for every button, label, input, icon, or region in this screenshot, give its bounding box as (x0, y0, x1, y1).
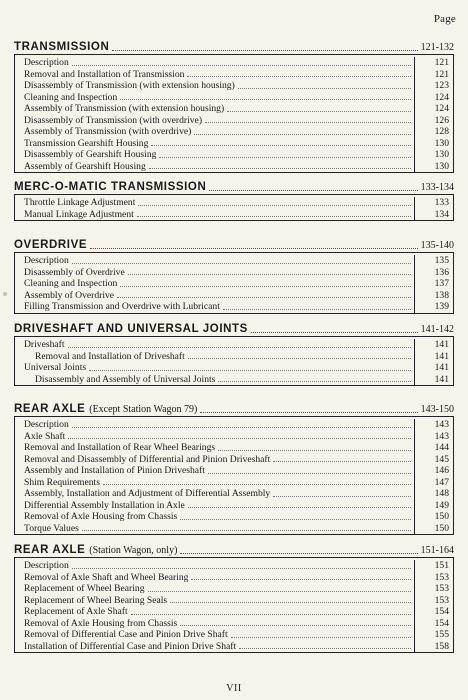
section-title-text: MERC-O-MATIC TRANSMISSION (14, 181, 207, 193)
section-note: (Station Wagon, only) (89, 545, 178, 556)
section-page-range: 151-164 (420, 545, 454, 556)
entry-label: Assembly of Transmission (with overdrive) (24, 126, 192, 137)
section-dot-leader (180, 552, 417, 554)
section-heading (14, 40, 454, 55)
toc-entry[interactable] (15, 80, 453, 92)
dot-leader (273, 495, 411, 497)
entry-page: 141 (414, 339, 453, 351)
entry-label: Manual Linkage Adjustment (24, 208, 134, 220)
dot-leader (148, 590, 412, 592)
section-heading (14, 322, 454, 337)
section-note: (Except Station Wagon 79) (89, 404, 198, 415)
section-heading (14, 180, 454, 195)
dot-leader (131, 613, 411, 615)
entry-label: Cleaning and Inspection (24, 278, 118, 289)
entry-label: Universal Joints (24, 362, 87, 373)
dot-leader (180, 624, 411, 626)
toc-entry[interactable] (15, 500, 453, 512)
entry-label: Assembly of Overdrive (24, 289, 115, 301)
toc-entry[interactable] (15, 149, 453, 161)
entry-label: Disassembly of Transmission (with extension housing) (24, 80, 235, 91)
entry-list (14, 55, 454, 173)
entry-label: Shim Requirements (24, 476, 100, 488)
section-heading (14, 238, 454, 253)
toc-entry[interactable] (15, 560, 453, 572)
entry-page: 154 (414, 618, 453, 630)
entry-list (14, 253, 454, 314)
dot-leader (180, 518, 411, 520)
dot-leader (273, 460, 411, 462)
dot-leader (188, 506, 411, 508)
entry-label: Assembly of Gearshift Housing (24, 160, 146, 172)
section-page-range: 141-142 (420, 324, 454, 335)
section-page-range: 133-134 (420, 182, 454, 193)
entry-page: 130 (414, 161, 453, 173)
entry-page: 148 (414, 488, 453, 500)
toc-entry[interactable] (15, 374, 453, 386)
dot-leader (68, 437, 411, 439)
entry-label: Disassembly and Assembly of Universal Joints (35, 373, 216, 385)
dot-leader (68, 346, 412, 348)
dot-leader (128, 273, 411, 275)
section-title (14, 403, 197, 415)
entry-label: Description (24, 560, 69, 571)
entry-label: Assembly, Installation and Adjustment of Differential Assembly (24, 488, 271, 499)
section-title (14, 41, 109, 53)
section-title-text: OVERDRIVE (14, 239, 88, 251)
entry-label: Removal and Disassembly of Differential and Pinion Driveshaft (24, 453, 271, 465)
entry-page: 126 (414, 115, 453, 127)
entry-page: 124 (414, 92, 453, 104)
dot-leader (82, 529, 411, 531)
toc-entry[interactable] (15, 301, 453, 313)
toc-entry[interactable] (15, 431, 453, 443)
dot-leader (208, 472, 411, 474)
entry-page: 153 (414, 572, 453, 584)
toc-entry[interactable] (15, 606, 453, 618)
entry-label: Torque Values (24, 522, 79, 534)
entry-list (14, 417, 454, 535)
entry-page: 151 (414, 560, 453, 572)
entry-page: 145 (414, 454, 453, 466)
dot-leader (194, 133, 411, 135)
entry-label: Axle Shaft (24, 430, 66, 442)
toc-entry[interactable] (15, 290, 453, 302)
entry-label: Removal and Installation of Transmission (24, 68, 185, 80)
toc-section (14, 402, 454, 535)
toc-entry[interactable] (15, 267, 453, 279)
toc-section (14, 543, 454, 653)
dot-leader (159, 156, 411, 158)
entry-page: 138 (414, 290, 453, 302)
toc-entry[interactable] (15, 618, 453, 630)
toc-entry[interactable] (15, 465, 453, 477)
section-heading (14, 543, 454, 558)
toc-section (14, 40, 454, 173)
toc-entry[interactable] (15, 209, 453, 221)
entry-page: 149 (414, 500, 453, 512)
section-title (14, 239, 87, 251)
dot-leader (120, 98, 411, 100)
toc-entry[interactable] (15, 255, 453, 267)
dot-leader (205, 121, 411, 123)
toc-entry[interactable] (15, 595, 453, 607)
toc-entry[interactable] (15, 488, 453, 500)
entry-page: 147 (414, 477, 453, 489)
dot-leader (187, 75, 411, 77)
section-title-text: REAR AXLE (14, 403, 86, 415)
entry-label: Replacement of Axle Shaft (24, 606, 128, 617)
toc-entry[interactable] (15, 126, 453, 138)
section-dot-leader (209, 189, 417, 191)
entry-page: 153 (414, 583, 453, 595)
entry-label: Cleaning and Inspection (24, 91, 118, 103)
section-title (14, 181, 206, 193)
entry-page: 121 (414, 69, 453, 81)
entry-label: Assembly of Transmission (with extension housing) (24, 103, 225, 114)
entry-page: 139 (414, 301, 453, 313)
dot-leader (89, 369, 411, 371)
section-title-text: REAR AXLE (14, 544, 86, 556)
toc-entry[interactable] (15, 454, 453, 466)
toc-entry[interactable] (15, 629, 453, 641)
entry-page: 134 (414, 209, 453, 221)
entry-label: Removal of Axle Shaft and Wheel Bearing (24, 571, 189, 583)
paper-stain (3, 292, 7, 296)
toc-entry[interactable] (15, 161, 453, 173)
section-page-range: 143-150 (420, 404, 454, 415)
entry-page: 128 (414, 126, 453, 138)
dot-leader (188, 357, 411, 359)
entry-page: 124 (414, 103, 453, 115)
toc-entry[interactable] (15, 583, 453, 595)
page-number: VII (226, 683, 242, 694)
section-page-range: 135-140 (420, 240, 454, 251)
entry-label: Removal and Installation of Driveshaft (35, 350, 185, 362)
toc-entry[interactable] (15, 511, 453, 523)
entry-page: 150 (414, 511, 453, 523)
section-title (14, 544, 177, 556)
toc-entry[interactable] (15, 103, 453, 115)
dot-leader (149, 167, 411, 169)
toc-entry[interactable] (15, 339, 453, 351)
toc-entry[interactable] (15, 92, 453, 104)
toc-entry[interactable] (15, 362, 453, 374)
toc-entry[interactable] (15, 57, 453, 69)
dot-leader (72, 567, 411, 569)
entry-page: 144 (414, 442, 453, 454)
section-heading (14, 402, 454, 417)
entry-page: 121 (414, 57, 453, 69)
entry-label: Replacement of Wheel Bearing (24, 583, 145, 594)
entry-list (14, 195, 454, 221)
section-dot-leader (112, 49, 417, 51)
dot-leader (138, 204, 411, 206)
toc-entry[interactable] (15, 351, 453, 363)
entry-page: 153 (414, 595, 453, 607)
entry-page: 143 (414, 419, 453, 431)
page-column-header: Page (433, 13, 456, 25)
entry-page: 130 (414, 138, 453, 150)
section-title (14, 323, 248, 335)
entry-page: 136 (414, 267, 453, 279)
toc-entry[interactable] (15, 523, 453, 535)
entry-page: 155 (414, 629, 453, 641)
entry-label: Disassembly of Transmission (with overdrive) (24, 114, 203, 126)
toc-entry[interactable] (15, 442, 453, 454)
entry-label: Description (24, 419, 69, 430)
dot-leader (218, 449, 411, 451)
toc-section (14, 238, 454, 314)
section-title-text: TRANSMISSION (14, 41, 110, 53)
entry-label: Throttle Linkage Adjustment (24, 197, 136, 208)
toc-entry[interactable] (15, 572, 453, 584)
entry-label: Differential Assembly Installation in Axle (24, 499, 185, 511)
entry-page: 130 (414, 149, 453, 161)
toc-entry[interactable] (15, 477, 453, 489)
toc-entry[interactable] (15, 278, 453, 290)
dot-leader (103, 483, 411, 485)
entry-page: 154 (414, 606, 453, 618)
section-title-text: DRIVESHAFT AND UNIVERSAL JOINTS (14, 323, 248, 335)
dot-leader (191, 578, 411, 580)
entry-label: Removal and Installation of Rear Wheel Bearings (24, 442, 216, 453)
entry-label: Removal of Differential Case and Pinion Drive Shaft (24, 629, 228, 640)
entry-label: Removal of Axle Housing from Chassis (24, 511, 178, 522)
toc-entry[interactable] (15, 138, 453, 150)
section-dot-leader (90, 247, 418, 249)
entry-page: 141 (414, 351, 453, 363)
entry-label: Description (24, 255, 69, 266)
entry-page: 141 (414, 374, 453, 386)
dot-leader (239, 647, 411, 649)
entry-page: 146 (414, 465, 453, 477)
toc-entry[interactable] (15, 69, 453, 81)
dot-leader (151, 144, 411, 146)
entry-page: 135 (414, 255, 453, 267)
entry-label: Removal of Axle Housing from Chassis (24, 617, 178, 629)
dot-leader (120, 285, 411, 287)
entry-label: Assembly and Installation of Pinion Driveshaft (24, 465, 205, 476)
entry-page: 137 (414, 278, 453, 290)
toc-entry[interactable] (15, 641, 453, 653)
dot-leader (218, 380, 411, 382)
entry-page: 158 (414, 641, 453, 653)
section-page-range: 121-132 (420, 42, 454, 53)
dot-leader (72, 262, 411, 264)
entry-page: 123 (414, 80, 453, 92)
entry-page: 150 (414, 523, 453, 535)
entry-label: Filling Transmission and Overdrive with Lubricant (24, 301, 220, 312)
toc-section (14, 322, 454, 386)
dot-leader (72, 64, 411, 66)
entry-label: Transmission Gearshift Housing (24, 137, 149, 149)
entry-label: Disassembly of Overdrive (24, 266, 125, 278)
entry-page: 143 (414, 431, 453, 443)
dot-leader (117, 296, 411, 298)
toc-entry[interactable] (15, 115, 453, 127)
dot-leader (223, 308, 411, 310)
dot-leader (137, 215, 411, 217)
dot-leader (170, 601, 411, 603)
entry-label: Replacement of Wheel Bearing Seals (24, 594, 168, 606)
dot-leader (227, 110, 411, 112)
entry-page: 141 (414, 362, 453, 374)
section-dot-leader (200, 411, 417, 413)
entry-label: Installation of Differential Case and Pinion Drive Shaft (24, 640, 237, 652)
entry-label: Driveshaft (24, 339, 65, 350)
dot-leader (238, 87, 411, 89)
dot-leader (231, 636, 411, 638)
entry-page: 133 (414, 197, 453, 209)
toc-entry[interactable] (15, 419, 453, 431)
toc-entry[interactable] (15, 197, 453, 209)
toc-section (14, 180, 454, 221)
dot-leader (72, 426, 411, 428)
entry-list (14, 337, 454, 386)
entry-label: Description (24, 57, 69, 68)
entry-label: Disassembly of Gearshift Housing (24, 149, 157, 160)
section-dot-leader (251, 331, 418, 333)
entry-list (14, 558, 454, 653)
